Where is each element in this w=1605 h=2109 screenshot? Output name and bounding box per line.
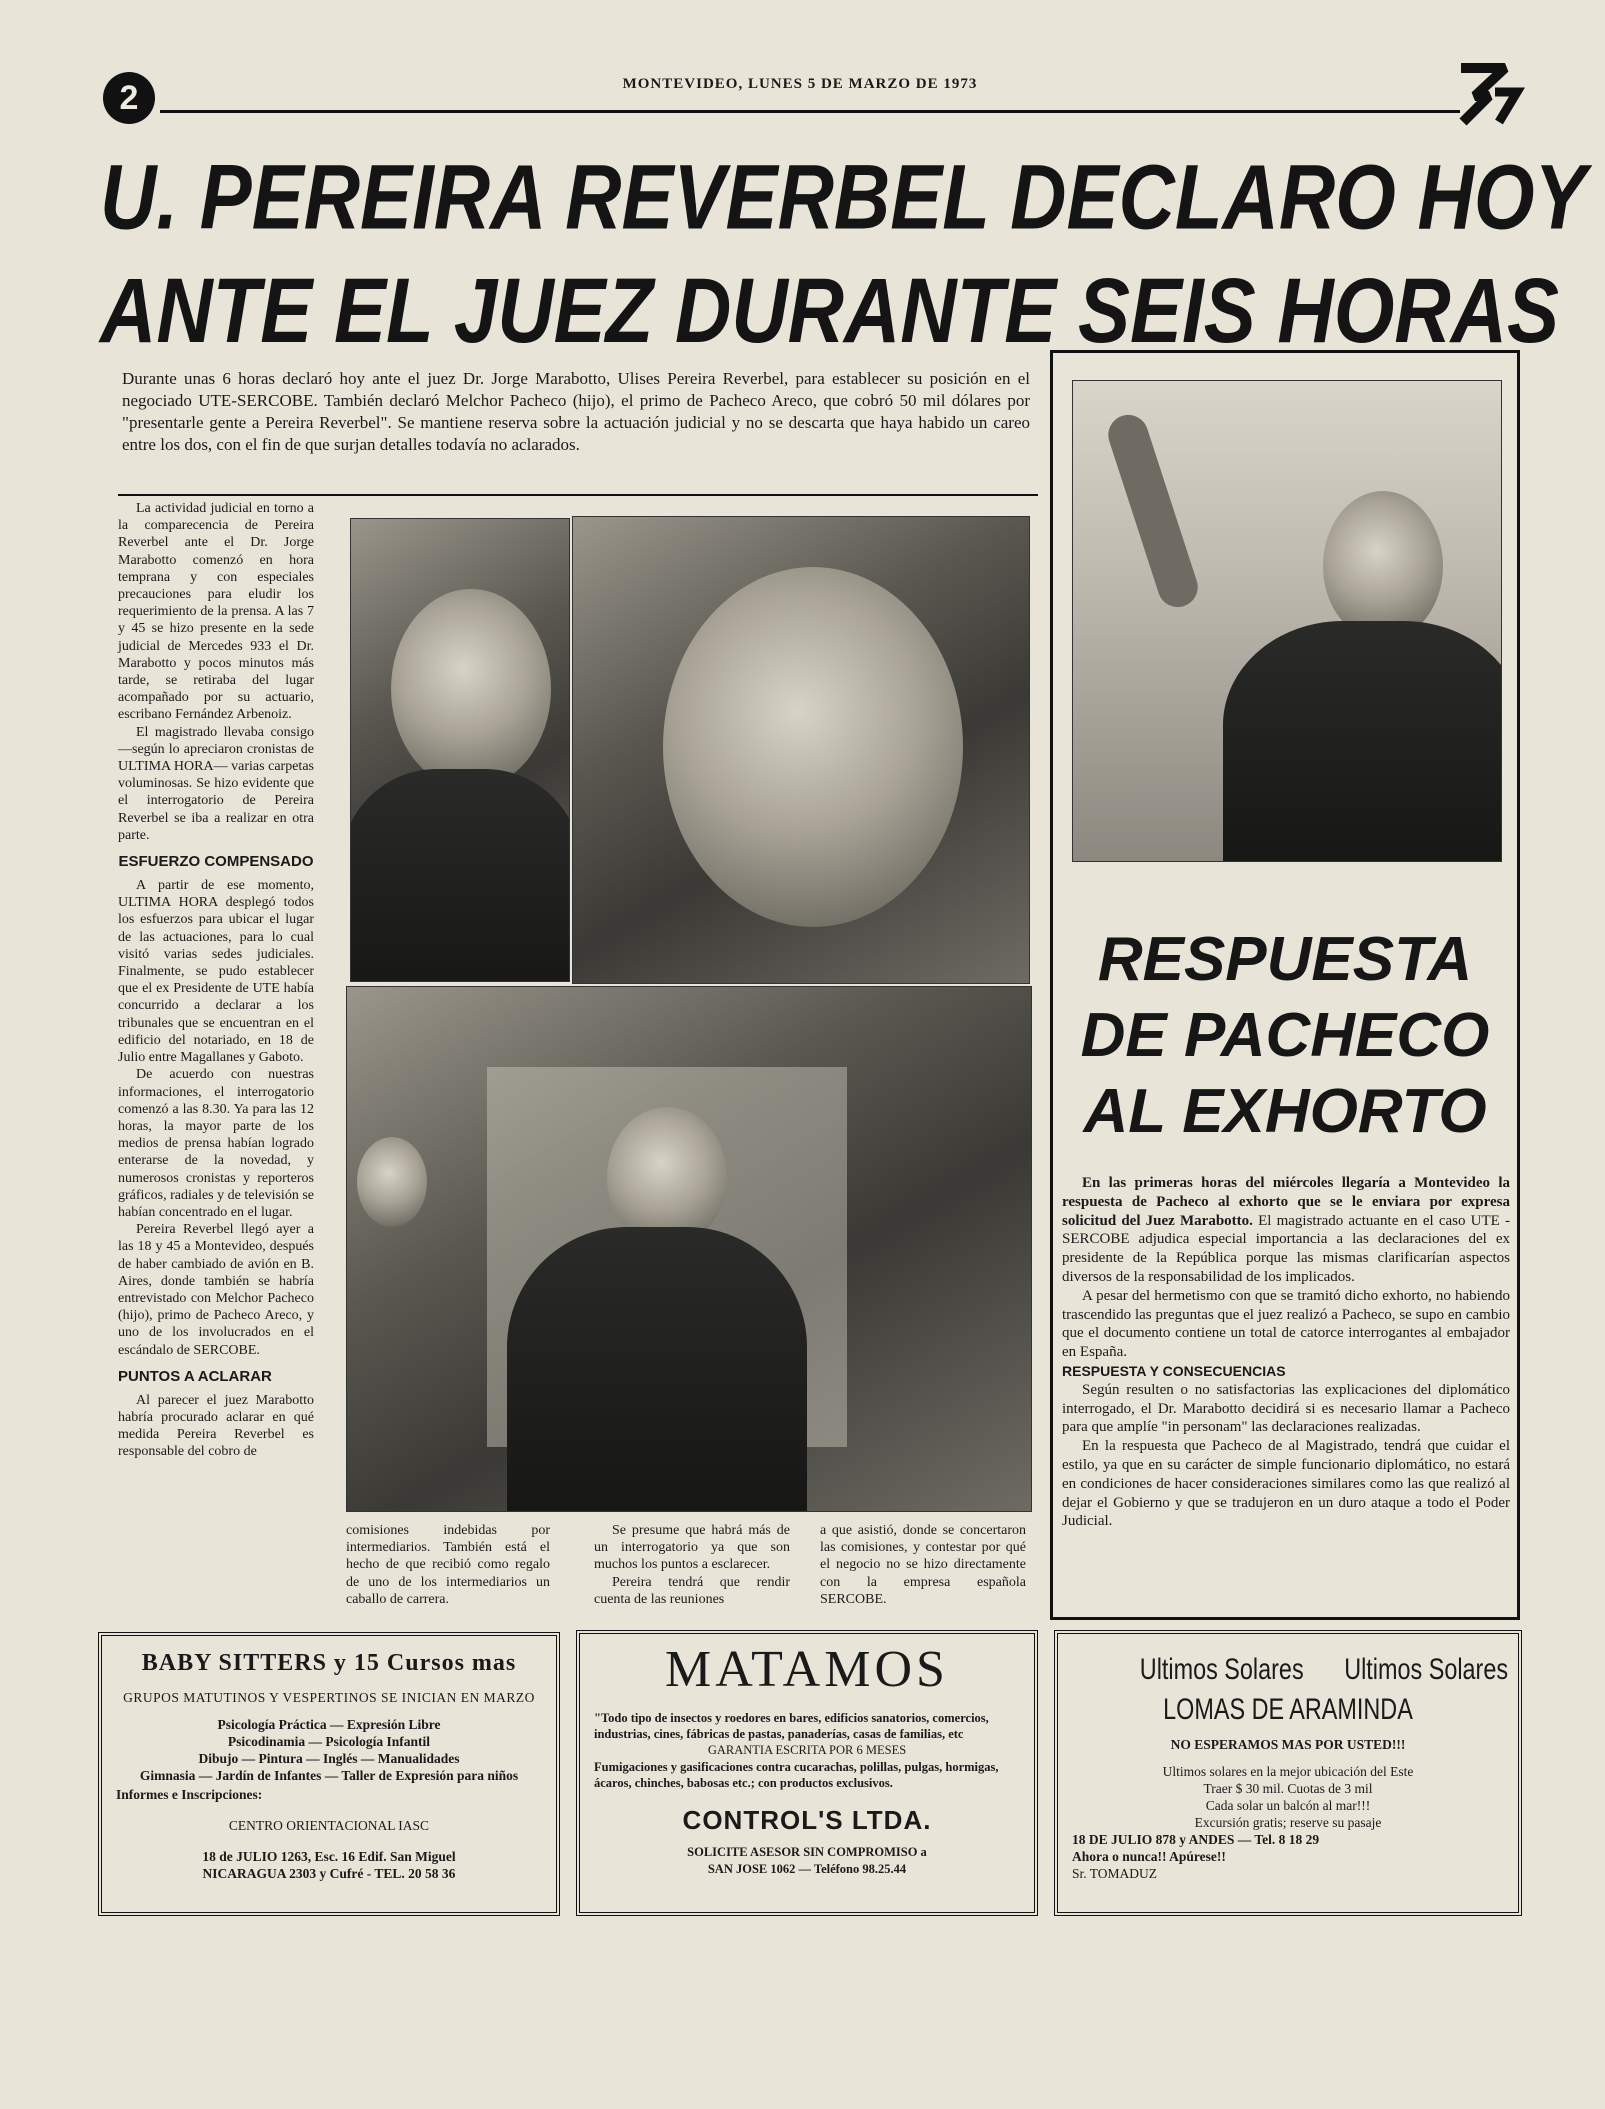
ad-brand: CONTROL'S LTDA. [682, 1805, 932, 1835]
ad-line: Traer $ 30 mil. Cuotas de 3 mil [1203, 1781, 1373, 1796]
article-column-3 [594, 1522, 790, 1608]
ad-subtitle: GRUPOS MATUTINOS Y VESPERTINOS SE INICIAN EN MARZO [123, 1690, 535, 1705]
ad-guarantee: GARANTIA ESCRITA POR 6 MESES [707, 1743, 907, 1757]
sidebar-paragraph: En la respuesta que Pacheco de al Magistrado, tendrá que cuidar el estilo, ya que en su carácter de simple funcionario diplomático, no estará en condiciones de hacer consideraciones similares como las que realizó al dejar el Gobierno y que se tradujeron en un duro ataque a todo el Poder Judicial. [1062, 1438, 1510, 1530]
ad-title: MATAMOS [665, 1641, 949, 1698]
masthead-rule [160, 110, 1460, 113]
article-paragraph: a que asistió, donde se concertaron las comisiones, y contestar por qué el negocio no se hizo directamente con la empresa española SERCOBE. [820, 1523, 1026, 1607]
sidebar-headline-line: RESPUESTA [1097, 925, 1473, 994]
sidebar-paragraph: Según resulten o no satisfactorias las explicaciones del diplomático interrogado, el Dr. Marabotto decidirá si es necesario llamar a Pacheco para que amplíe "in personam" las declaraciones realizadas. [1062, 1381, 1510, 1436]
sidebar-subhead: RESPUESTA Y CONSECUENCIAS [1062, 1362, 1286, 1379]
ad-line: 18 de JULIO 1263, Esc. 16 Edif. San Miguel [202, 1849, 456, 1864]
headline-line-1: U. PEREIRA REVERBEL DECLARO HOY [100, 144, 1587, 249]
ad-line: Psicología Práctica — Expresión Libre [217, 1717, 441, 1732]
article-paragraph: Al parecer el juez Marabotto habría procurado aclarar en qué medida Pereira Reverbel es responsable del cobro de [118, 1392, 314, 1460]
ad-line: 18 DE JULIO 878 y ANDES — Tel. 8 18 29 [1072, 1832, 1320, 1847]
article-column-2 [346, 1522, 550, 1608]
sidebar-paragraph: A pesar del hermetismo con que se tramitó dicho exhorto, no habiendo trascendido las preguntas que el juez realizó a Pacheco, se supo en cambio que el documento contiene un total de catorce interrogantes al embajador en España. [1062, 1287, 1510, 1361]
article-paragraph: De acuerdo con nuestras informaciones, el interrogatorio comenzó a las 8.30. Ya para las 12 horas, la mayor parte de los medios de prensa habían logrado enterarse de la novedad, y numerosos cronistas y reporteros gráficos, radiales y de televisión se habían concentrado en el lugar. [118, 1067, 314, 1220]
ad-line: SAN JOSE 1062 — Teléfono 98.25.44 [707, 1862, 907, 1876]
ad-line: SOLICITE ASESOR SIN COMPROMISO a [687, 1845, 927, 1859]
article-paragraph: A partir de ese momento, ULTIMA HORA desplegó todos los esfuerzos para ubicar el lugar de las actuaciones, para lo cual visitó varias sedes judiciales. Finalmente, se pudo establecer que el ex Presidente de UTE había concurrido a declarar a los tribunales que se encuentran en el edificio del notariado, en 18 de Julio entre Magallanes y Gaboto. [118, 878, 314, 1066]
article-column-4 [820, 1522, 1026, 1608]
ad-line: Cada solar un balcón al mar!!! [1205, 1798, 1371, 1813]
dateline: MONTEVIDEO, LUNES 5 DE MARZO DE 1973 [622, 76, 978, 92]
ad-line: Dibujo — Pintura — Inglés — Manualidades [198, 1751, 460, 1766]
article-paragraph: Se presume que habrá más de un interrogatorio ya que son muchos los puntos a esclarecer. [594, 1523, 790, 1573]
ad-matamos [576, 1630, 1038, 1916]
ad-name: LOMAS DE ARAMINDA [1163, 1693, 1413, 1726]
ad-line: Ultimos solares en la mejor ubicación del Este [1162, 1764, 1414, 1779]
article-paragraph: Pereira tendrá que rendir cuenta de las reuniones [594, 1574, 790, 1607]
subhead-puntos: PUNTOS A ACLARAR [118, 1367, 272, 1385]
article-paragraph: La actividad judicial en torno a la comparecencia de Pereira Reverbel ante el Dr. Jorge Marabotto comenzó en hora temprana y con especiales precauciones para eludir los requerimiento de la prensa. A las 7 y 45 se hizo presente en la sede judicial de Mercedes 933 el Dr. Marabotto y pocos minutos más tarde, se retiraba del lugar acompañado por su actuario, escribano Fernández Arbenoiz. [118, 501, 314, 723]
article-paragraph: comisiones indebidas por intermediarios. También está el hecho de que recibió como regalo de uno de los intermediarios un caballo de carrera. [346, 1523, 550, 1607]
ad-line: Excursión gratis; reserve su pasaje [1194, 1815, 1382, 1830]
subhead-esfuerzo: ESFUERZO COMPENSADO [118, 853, 314, 871]
sidebar-paragraph: El magistrado actuante en el caso UTE - SERCOBE adjudica especial importancia a las declaraciones del ex presidente de la República porque las mismas clarificarían aspectos diversos de la responsabilidad de los implicados. [1062, 1212, 1510, 1285]
ad-line: NICARAGUA 2303 y Cufré - TEL. 20 58 36 [202, 1866, 456, 1881]
article-paragraph: Pereira Reverbel llegó ayer a las 18 y 45 a Montevideo, después de haber cambiado de avión en B. Aires, donde también se habría entrevistado con Melchor Pacheco (hijo), primo de Pacheco Areco, y uno de los involucrados en el escándalo de SERCOBE. [118, 1222, 314, 1358]
ad-line: Ahora o nunca!! Apúrese!! [1072, 1849, 1226, 1864]
sidebar-headline-line: DE PACHECO [1080, 1001, 1490, 1070]
ad-line: CENTRO ORIENTACIONAL IASC [228, 1818, 430, 1833]
ad-line: Psicodinamia — Psicología Infantil [227, 1734, 431, 1749]
ad-title: Ultimos Solares [1344, 1653, 1509, 1686]
ad-tagline: NO ESPERAMOS MAS POR USTED!!! [1170, 1737, 1406, 1752]
page-number: 2 [103, 72, 155, 124]
sidebar-headline-line: AL EXHORTO [1083, 1077, 1487, 1146]
lede-rule [118, 494, 1038, 496]
photo-pacheco-hijo [572, 516, 1030, 984]
sidebar-lead: En las primeras horas del miércoles llegaría a Montevideo la respuesta de Pacheco al exhorto que se le enviara por expresa solicitud del Juez Marabotto. [1062, 1175, 1510, 1229]
sidebar-text [1062, 1174, 1510, 1531]
photo-pacheco-areco [1072, 380, 1502, 862]
ad-body: "Todo tipo de insectos y roedores en bares, edificios sanatorios, comercios, industrias, cines, fábricas de pastas, panaderías, casas de familias, etc [594, 1711, 989, 1741]
ad-lomas-de-araminda [1054, 1630, 1522, 1916]
ad-title: Ultimos Solares [1139, 1653, 1304, 1686]
newspaper-logo-icon [1455, 62, 1525, 126]
sidebar-headline [1062, 922, 1508, 1150]
article-paragraph: El magistrado llevaba consigo —según lo apreciaron cronistas de ULTIMA HORA— varias carpetas voluminosas. Se hizo evidente que el interrogatorio de Pereira Reverbel se iba a realizar en otra parte. [118, 724, 314, 843]
photo-car-exit [346, 986, 1032, 1512]
article-lede: Durante unas 6 horas declaró hoy ante el juez Dr. Jorge Marabotto, Ulises Pereira Reverbel, para establecer su posición en el negociado UTE-SERCOBE. También declaró Melchor Pacheco (hijo), el primo de Pacheco Areco, que cobró 50 mil dólares por "presentarle gente a Pereira Reverbel". Se mantiene reserva sobre la actuación judicial y no se descarta que haya habido un careo entre los dos, con el fin de que surjan detalles todavía no aclarados. [122, 369, 1030, 454]
ad-body: Fumigaciones y gasificaciones contra cucarachas, polillas, pulgas, hormigas, ácaros, chinches, babosas etc.; con productos exclusivos. [594, 1760, 999, 1790]
ad-line: Sr. TOMADUZ [1072, 1866, 1158, 1881]
ad-baby-sitters [98, 1632, 560, 1916]
ad-line: Informes e Inscripciones: [116, 1787, 263, 1802]
ad-title: BABY SITTERS y 15 Cursos mas [141, 1650, 517, 1676]
photo-pereira-reverbel [350, 518, 570, 982]
article-column-1 [118, 500, 314, 1461]
ad-line: Gimnasia — Jardín de Infantes — Taller de Expresión para niños [139, 1768, 519, 1783]
headline-line-2: ANTE EL JUEZ DURANTE SEIS HORAS [100, 258, 1560, 362]
main-headline [100, 140, 1587, 367]
